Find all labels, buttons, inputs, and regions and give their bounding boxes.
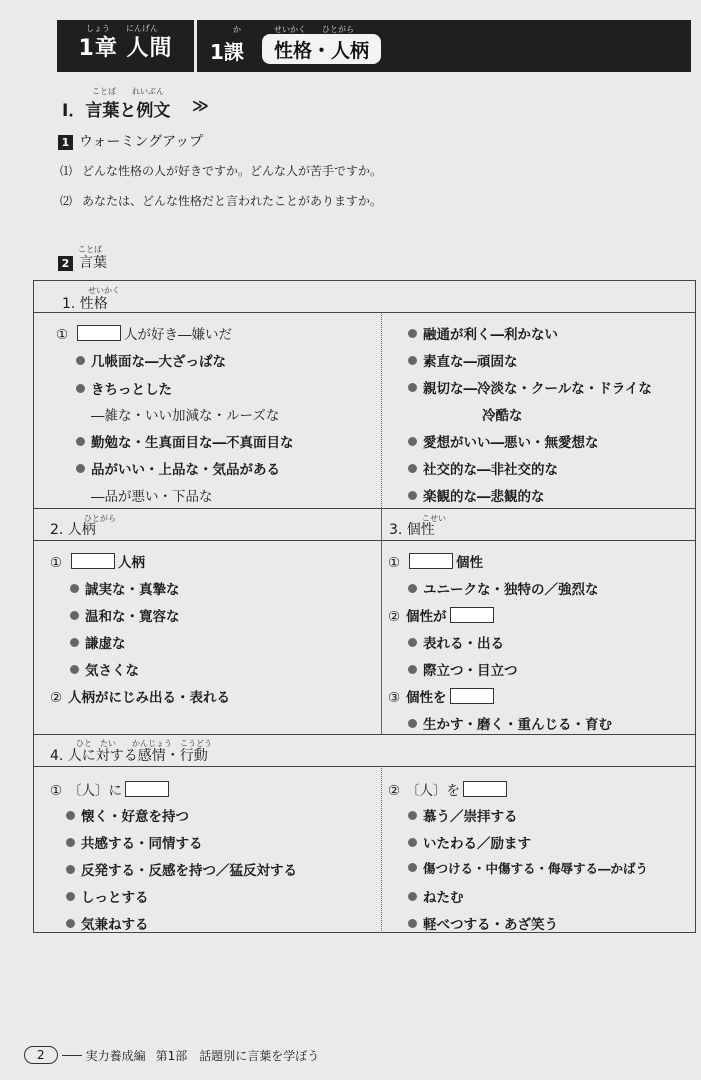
question-text: あなたは、どんな性格だと言われたことがありますか。 bbox=[82, 194, 383, 208]
bullet-icon bbox=[66, 811, 75, 820]
vocab-text: 反発する・反感を持つ／猛反対する bbox=[81, 863, 297, 879]
cat1-right-row-4 bbox=[482, 404, 523, 424]
divider bbox=[33, 312, 696, 313]
cat4-left-row-6 bbox=[66, 913, 149, 933]
item-marker: ② bbox=[50, 690, 63, 706]
bullet-icon bbox=[70, 584, 79, 593]
vocab-text: 愛想がいい―悪い・無愛想な bbox=[423, 435, 599, 451]
vocab-text: 几帳面な―大ざっぱな bbox=[91, 354, 226, 370]
vocab-text: 融通が利く―利かない bbox=[423, 327, 558, 343]
footer-book: 実力養成編 bbox=[85, 1048, 146, 1063]
vocab-text: 気兼ねする bbox=[81, 917, 149, 933]
bullet-icon bbox=[66, 919, 75, 928]
vocab-text: 個性を bbox=[406, 690, 447, 706]
bullet-icon bbox=[408, 638, 417, 647]
vocab-text: 軽べつする・あざ笑う bbox=[423, 917, 558, 933]
page-footer bbox=[24, 1046, 319, 1064]
section-title: Ⅰ．言葉と例文 bbox=[62, 101, 171, 121]
cat2-row-5 bbox=[70, 659, 139, 679]
category-heading-2: 2. 人柄 bbox=[50, 522, 96, 538]
blank-box bbox=[450, 607, 494, 623]
cat2-row-4 bbox=[70, 632, 126, 652]
blank-box bbox=[77, 325, 121, 341]
cat1-row-5 bbox=[76, 431, 294, 451]
cat4-left-row-1 bbox=[50, 779, 172, 799]
vocab-text: 表れる・出る bbox=[423, 636, 504, 652]
cat3-row-3 bbox=[388, 605, 497, 625]
item-marker: ① bbox=[50, 783, 63, 799]
cat3-row-4 bbox=[408, 632, 504, 652]
warmup-question-2 bbox=[60, 192, 382, 209]
question-text: どんな性格の人が好きですか。どんな人が苦手ですか。 bbox=[82, 164, 383, 178]
topic-label: 性格・人柄 bbox=[274, 39, 370, 62]
section-furigana: ことば れいぶん bbox=[92, 87, 164, 96]
words-title: 言葉 bbox=[79, 255, 107, 271]
bullet-icon bbox=[408, 464, 417, 473]
cat2-furigana: ひとがら bbox=[84, 514, 116, 523]
footer-part: 第1部 bbox=[155, 1048, 188, 1063]
double-chevron-icon: ≫ bbox=[192, 96, 206, 115]
cat4-left-row-3 bbox=[66, 832, 203, 852]
cat1-right-row-6 bbox=[408, 458, 558, 478]
question-number: ⑵ bbox=[60, 194, 73, 208]
cat4-right-row-2 bbox=[408, 805, 518, 825]
bullet-icon bbox=[66, 865, 75, 874]
bullet-icon bbox=[70, 665, 79, 674]
words-furigana: ことば bbox=[78, 245, 102, 254]
vocab-text: 懐く・好意を持つ bbox=[81, 809, 189, 825]
cat1-row-3 bbox=[76, 378, 172, 398]
vocab-text: 個性 bbox=[456, 555, 483, 571]
vocab-text: ユニークな・独特の／強烈な bbox=[423, 582, 599, 598]
vocab-text: 慕う／崇拝する bbox=[423, 809, 518, 825]
bullet-icon bbox=[408, 919, 417, 928]
bullet-icon bbox=[408, 811, 417, 820]
blank-box bbox=[125, 781, 169, 797]
cat2-row-2 bbox=[70, 578, 180, 598]
page-number: 2 bbox=[24, 1046, 58, 1064]
vocab-text: ―品が悪い・下品な bbox=[91, 489, 213, 505]
cat4-right-row-4 bbox=[408, 859, 648, 877]
cat1-row-6 bbox=[76, 458, 280, 478]
vocab-text: 誠実な・真摯な bbox=[85, 582, 180, 598]
footer-subtitle: 話題別に言葉を学ぼう bbox=[199, 1048, 320, 1063]
cat4-furigana: ひと たい かんじょう こうどう bbox=[76, 739, 212, 748]
vocab-text: 楽観的な―悲観的な bbox=[423, 489, 545, 505]
vocab-text: きちっとした bbox=[91, 382, 172, 398]
bullet-icon bbox=[408, 383, 417, 392]
lesson-furigana: か bbox=[233, 25, 241, 34]
cat4-right-row-1 bbox=[388, 779, 510, 799]
bullet-icon bbox=[76, 437, 85, 446]
cat1-furigana: せいかく bbox=[88, 286, 120, 295]
cat4-left-row-4 bbox=[66, 859, 297, 879]
item-marker: ① bbox=[388, 555, 401, 571]
cat1-row-4 bbox=[91, 404, 279, 424]
lesson-label: 1課 bbox=[210, 40, 244, 64]
vocab-text: 温和な・寛容な bbox=[85, 609, 180, 625]
item-marker: ② bbox=[388, 783, 401, 799]
cat3-row-6 bbox=[388, 686, 497, 706]
item-marker: ① bbox=[50, 555, 63, 571]
vocab-text: 生かす・磨く・重んじる・育む bbox=[423, 717, 612, 733]
vocab-text: ねたむ bbox=[423, 890, 464, 906]
blank-box bbox=[463, 781, 507, 797]
bullet-icon bbox=[408, 719, 417, 728]
vocab-text: しっとする bbox=[81, 890, 149, 906]
bullet-icon bbox=[408, 584, 417, 593]
bullet-icon bbox=[66, 892, 75, 901]
cat4-right-row-5 bbox=[408, 886, 464, 906]
bullet-icon bbox=[76, 384, 85, 393]
cat3-row-2 bbox=[408, 578, 599, 598]
vocab-text: 素直な―頑固な bbox=[423, 354, 518, 370]
vocab-text: 人柄がにじみ出る・表れる bbox=[68, 690, 230, 706]
vocab-text: 謙虚な bbox=[85, 636, 126, 652]
cat1-right-row-2 bbox=[408, 350, 518, 370]
topic-badge bbox=[262, 34, 381, 64]
blank-box bbox=[450, 688, 494, 704]
cat4-left-row-5 bbox=[66, 886, 149, 906]
bullet-icon bbox=[70, 611, 79, 620]
cat4-right-row-3 bbox=[408, 832, 531, 852]
category-heading-4: 4. 人に対する感情・行動 bbox=[50, 748, 208, 764]
cat3-row-5 bbox=[408, 659, 518, 679]
column-divider bbox=[381, 508, 382, 734]
divider bbox=[33, 508, 696, 509]
vocab-text: 共感する・同情する bbox=[81, 836, 203, 852]
cat3-row-7 bbox=[408, 713, 612, 733]
vocab-text: いたわる／励ます bbox=[423, 836, 531, 852]
cat1-right-row-5 bbox=[408, 431, 599, 451]
vocab-text: ―雑な・いい加減な・ルーズな bbox=[91, 408, 280, 424]
divider bbox=[33, 540, 696, 541]
bullet-icon bbox=[408, 838, 417, 847]
bullet-icon bbox=[408, 863, 417, 872]
words-number-box: 2 bbox=[58, 256, 73, 271]
cat1-right-row-3 bbox=[408, 377, 652, 397]
cat2-row-3 bbox=[70, 605, 180, 625]
category-heading-1: 1. 性格 bbox=[62, 296, 108, 312]
category-heading-3: 3. 個性 bbox=[389, 522, 435, 538]
cat1-row-1 bbox=[56, 323, 232, 343]
vocab-text: 〔人〕を bbox=[406, 783, 460, 799]
question-number: ⑴ bbox=[60, 164, 73, 178]
cat3-row-1 bbox=[388, 551, 483, 571]
bullet-icon bbox=[66, 838, 75, 847]
cat4-right-row-6 bbox=[408, 913, 558, 933]
vocab-text: 際立つ・目立つ bbox=[423, 663, 518, 679]
bullet-icon bbox=[408, 437, 417, 446]
vocab-text: 社交的な―非社交的な bbox=[423, 462, 558, 478]
vocab-text: 傷つける・中傷する・侮辱する―かばう bbox=[423, 861, 649, 876]
column-divider bbox=[381, 312, 382, 508]
bullet-icon bbox=[408, 329, 417, 338]
divider bbox=[33, 734, 696, 735]
words-heading bbox=[58, 252, 107, 272]
bullet-icon bbox=[408, 665, 417, 674]
vocab-text: 人が好き―嫌いだ bbox=[124, 327, 232, 343]
bullet-icon bbox=[70, 638, 79, 647]
bullet-icon bbox=[76, 464, 85, 473]
item-marker: ③ bbox=[388, 690, 401, 706]
vocab-text: 個性が bbox=[406, 609, 447, 625]
blank-box bbox=[71, 553, 115, 569]
divider bbox=[33, 766, 696, 767]
vocab-text: 気さくな bbox=[85, 663, 139, 679]
warmup-number-box: 1 bbox=[58, 135, 73, 150]
topic-furigana: せいかく ひとがら bbox=[274, 25, 354, 34]
warmup-question-1 bbox=[60, 162, 382, 179]
vocab-text: 親切な―冷淡な・クールな・ドライな bbox=[423, 381, 652, 397]
cat1-row-7 bbox=[91, 485, 213, 505]
bullet-icon bbox=[408, 491, 417, 500]
cat1-row-2 bbox=[76, 350, 226, 370]
vocab-text: 人柄 bbox=[118, 555, 145, 571]
item-marker: ② bbox=[388, 609, 401, 625]
cat4-left-row-2 bbox=[66, 805, 189, 825]
bullet-icon bbox=[76, 356, 85, 365]
blank-box bbox=[409, 553, 453, 569]
vocab-text: 冷酷な bbox=[482, 408, 523, 424]
bullet-icon bbox=[408, 356, 417, 365]
cat2-row-6 bbox=[50, 686, 230, 706]
vocab-text: 品がいい・上品な・気品がある bbox=[91, 462, 280, 478]
footer-rule bbox=[62, 1055, 82, 1056]
column-divider bbox=[381, 766, 382, 933]
item-marker: ① bbox=[56, 327, 69, 343]
warmup-title: ウォーミングアップ bbox=[79, 134, 204, 150]
cat1-right-row-7 bbox=[408, 485, 545, 505]
cat2-row-1 bbox=[50, 551, 145, 571]
chapter-label: 1章 人間 bbox=[78, 35, 173, 61]
cat3-furigana: こせい bbox=[422, 514, 446, 523]
warmup-heading bbox=[58, 131, 203, 151]
bullet-icon bbox=[408, 892, 417, 901]
chapter-furigana: しょう にんげん bbox=[86, 24, 158, 33]
vocab-text: 〔人〕に bbox=[68, 783, 122, 799]
cat1-right-row-1 bbox=[408, 323, 558, 343]
vocab-text: 勤勉な・生真面目な―不真面目な bbox=[91, 435, 294, 451]
